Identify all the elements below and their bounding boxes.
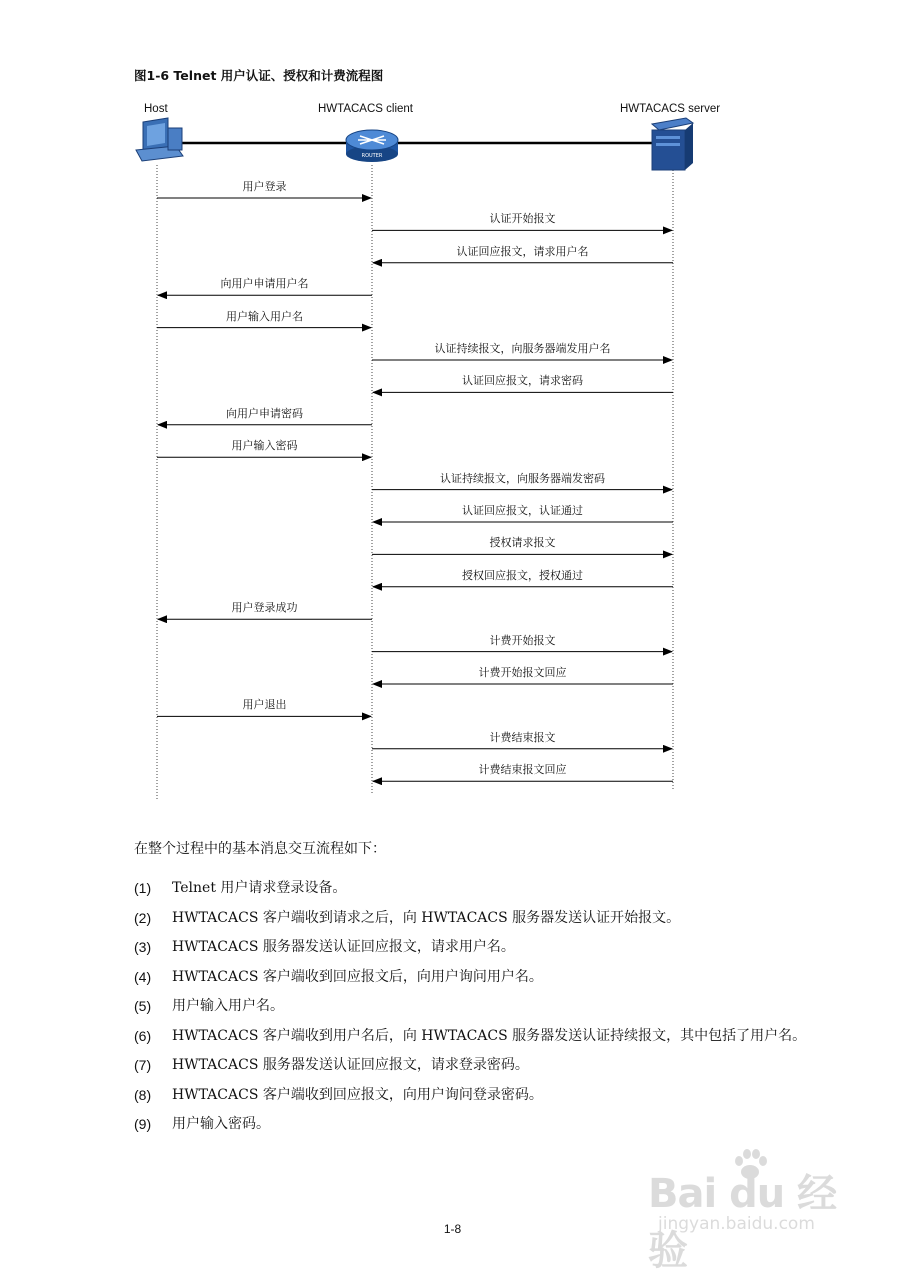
step-text: 用户输入密码。 [172,1116,270,1132]
step-item [134,874,824,904]
message-label: 计费开始报文回应 [478,666,567,679]
watermark-url: jingyan.baidu.com [658,1214,815,1234]
client-label: HWTACACS client [318,103,413,115]
figure-title: 图1-6 Telnet 用户认证、授权和计费流程图 [134,68,384,83]
step-item [134,1081,824,1111]
step-text: HWTACACS 客户端收到回应报文，向用户询问登录密码。 [172,1086,543,1103]
message-label: 用户登录 [242,180,287,193]
step-text: HWTACACS 客户端收到请求之后，向 HWTACACS 服务器发送认证开始报文。 [172,909,681,926]
step-text: HWTACACS 客户端收到用户名后，向 HWTACACS 服务器发送认证持续报文，其中包括了用户名。 [172,1027,807,1044]
message-label: 认证回应报文，请求用户名 [456,244,589,258]
step-number: (8) [134,1086,152,1103]
message-label: 授权请求报文 [489,536,556,550]
step-number: (5) [134,998,152,1014]
step-number: (2) [134,909,152,926]
step-text: HWTACACS 服务器发送认证回应报文，请求登录密码。 [172,1057,529,1073]
step-item [134,933,824,963]
message-label: 用户输入用户名 [226,309,303,323]
message-label: 认证持续报文，向服务器端发用户名 [434,342,611,355]
step-number: (4) [134,968,152,985]
host-label: Host [144,103,168,115]
server-label: HWTACACS server [620,103,721,115]
step-item [134,963,824,993]
step-item [134,1110,824,1140]
steps-list [134,874,824,1140]
step-number: (6) [134,1027,152,1044]
message-label: 认证回应报文，请求密码 [462,374,583,388]
step-text: HWTACACS 客户端收到回应报文后，向用户询问用户名。 [172,968,543,985]
message-label: 计费结束报文回应 [478,763,567,777]
message-label: 认证回应报文，认证通过 [462,504,583,517]
step-item [134,904,824,934]
step-text: 用户输入用户名。 [172,998,284,1014]
step-text: Telnet 用户请求登录设备。 [172,880,347,896]
step-number: (1) [134,880,152,896]
step-number: (3) [134,939,152,955]
message-label: 用户退出 [242,698,287,712]
intro-text: 在整个过程中的基本消息交互流程如下： [134,841,386,857]
message-label: 向用户申请密码 [226,406,303,420]
step-number: (9) [134,1116,152,1132]
server-icon [652,118,693,170]
router-icon [346,130,398,162]
message-label: 计费开始报文 [489,633,556,647]
step-item [134,1022,824,1052]
message-label: 授权回应报文，授权通过 [462,568,583,582]
message-label: 计费结束报文 [489,730,556,744]
page-number: 1-8 [443,1222,462,1236]
message-label: 认证持续报文，向服务器端发密码 [440,471,605,485]
message-label: 认证开始报文 [489,212,556,226]
step-item [134,992,824,1022]
router-text: ROUTER [361,153,383,159]
step-text: HWTACACS 服务器发送认证回应报文，请求用户名。 [172,939,515,955]
message-label: 用户登录成功 [231,601,298,615]
watermark [640,1148,860,1274]
watermark-brand: Bai du 经验 [648,1171,837,1274]
step-number: (7) [134,1057,152,1073]
host-computer-icon [136,118,183,161]
message-label: 用户输入密码 [231,439,298,453]
step-item [134,1051,824,1081]
message-label: 向用户申请用户名 [220,277,309,291]
